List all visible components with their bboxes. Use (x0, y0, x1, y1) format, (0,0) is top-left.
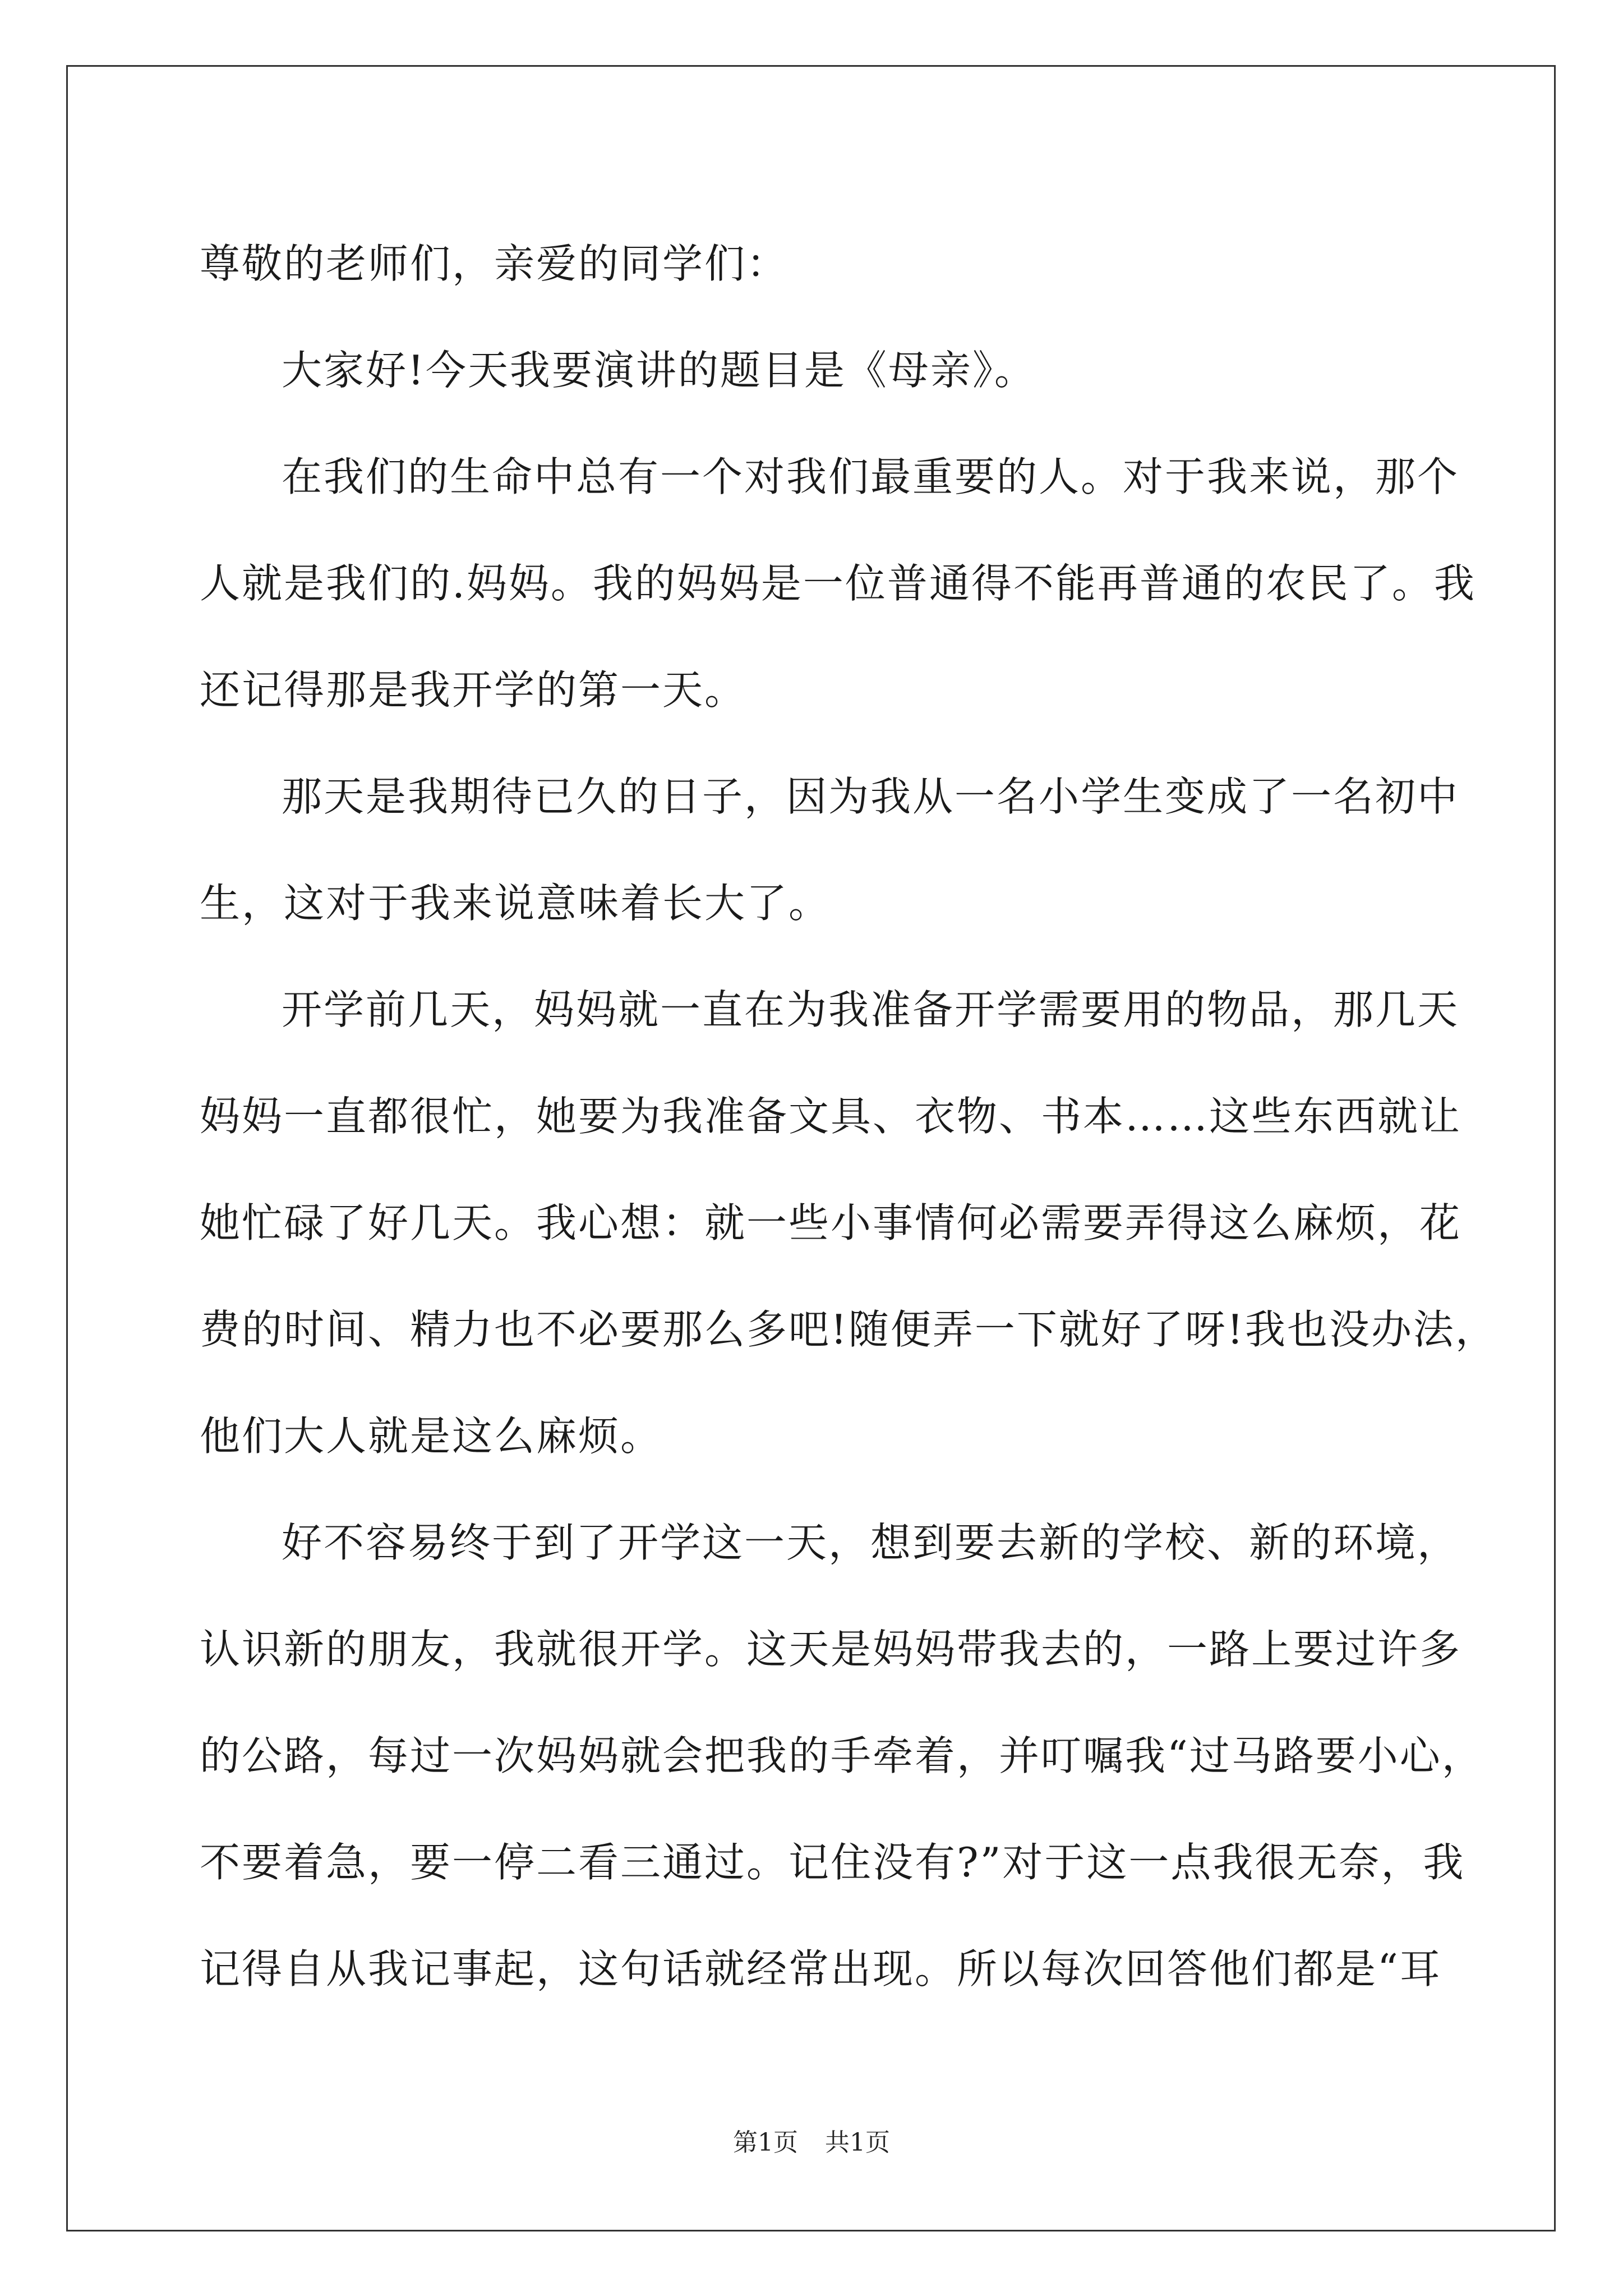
text-line: 开学前几天，妈妈就一直在为我准备开学需要用的物品，那几天 (282, 986, 1460, 1033)
page-footer (0, 2126, 1623, 2160)
text-line: 她忙碌了好几天。我心想：就一些小事情何必需要弄得这么麻烦，花 (200, 1199, 1462, 1246)
text-line: 生，这对于我来说意味着长大了。 (200, 880, 831, 927)
text-line: 还记得那是我开学的第一天。 (200, 666, 747, 714)
text-line: 不要着急，要一停二看三通过。记住没有?”对于这一点我很无奈，我 (200, 1839, 1465, 1886)
text-line: 他们大人就是这么麻烦。 (200, 1412, 663, 1460)
text-line: 那天是我期待已久的日子，因为我从一名小学生变成了一名初中 (282, 773, 1460, 820)
text-line: 大家好!今天我要演讲的题目是《母亲》。 (282, 347, 1036, 394)
text-line: 在我们的生命中总有一个对我们最重要的人。对于我来说，那个 (282, 453, 1460, 500)
text-line: 记得自从我记事起，这句话就经常出现。所以每次回答他们都是“耳 (200, 1945, 1442, 1993)
text-line: 费的时间、精力也不必要那么多吧!随便弄一下就好了呀!我也没办法， (200, 1306, 1497, 1353)
document-body (200, 210, 1497, 2022)
text-line: 妈妈一直都很忙，她要为我准备文具、衣物、书本……这些东西就让 (200, 1093, 1462, 1140)
text-line: 人就是我们的.妈妈。我的妈妈是一位普通得不能再普通的农民了。我 (200, 560, 1476, 607)
total-pages: 共1页 (825, 2128, 890, 2157)
page-number: 第1页 (733, 2128, 798, 2157)
text-line: 好不容易终于到了开学这一天，想到要去新的学校、新的环境， (282, 1519, 1460, 1566)
text-line: 尊敬的老师们，亲爱的同学们： (200, 240, 789, 287)
text-line: 的公路，每过一次妈妈就会把我的手牵着，并叮嘱我“过马路要小心， (200, 1732, 1484, 1779)
text-line: 认识新的朋友，我就很开学。这天是妈妈带我去的，一路上要过许多 (200, 1626, 1462, 1673)
